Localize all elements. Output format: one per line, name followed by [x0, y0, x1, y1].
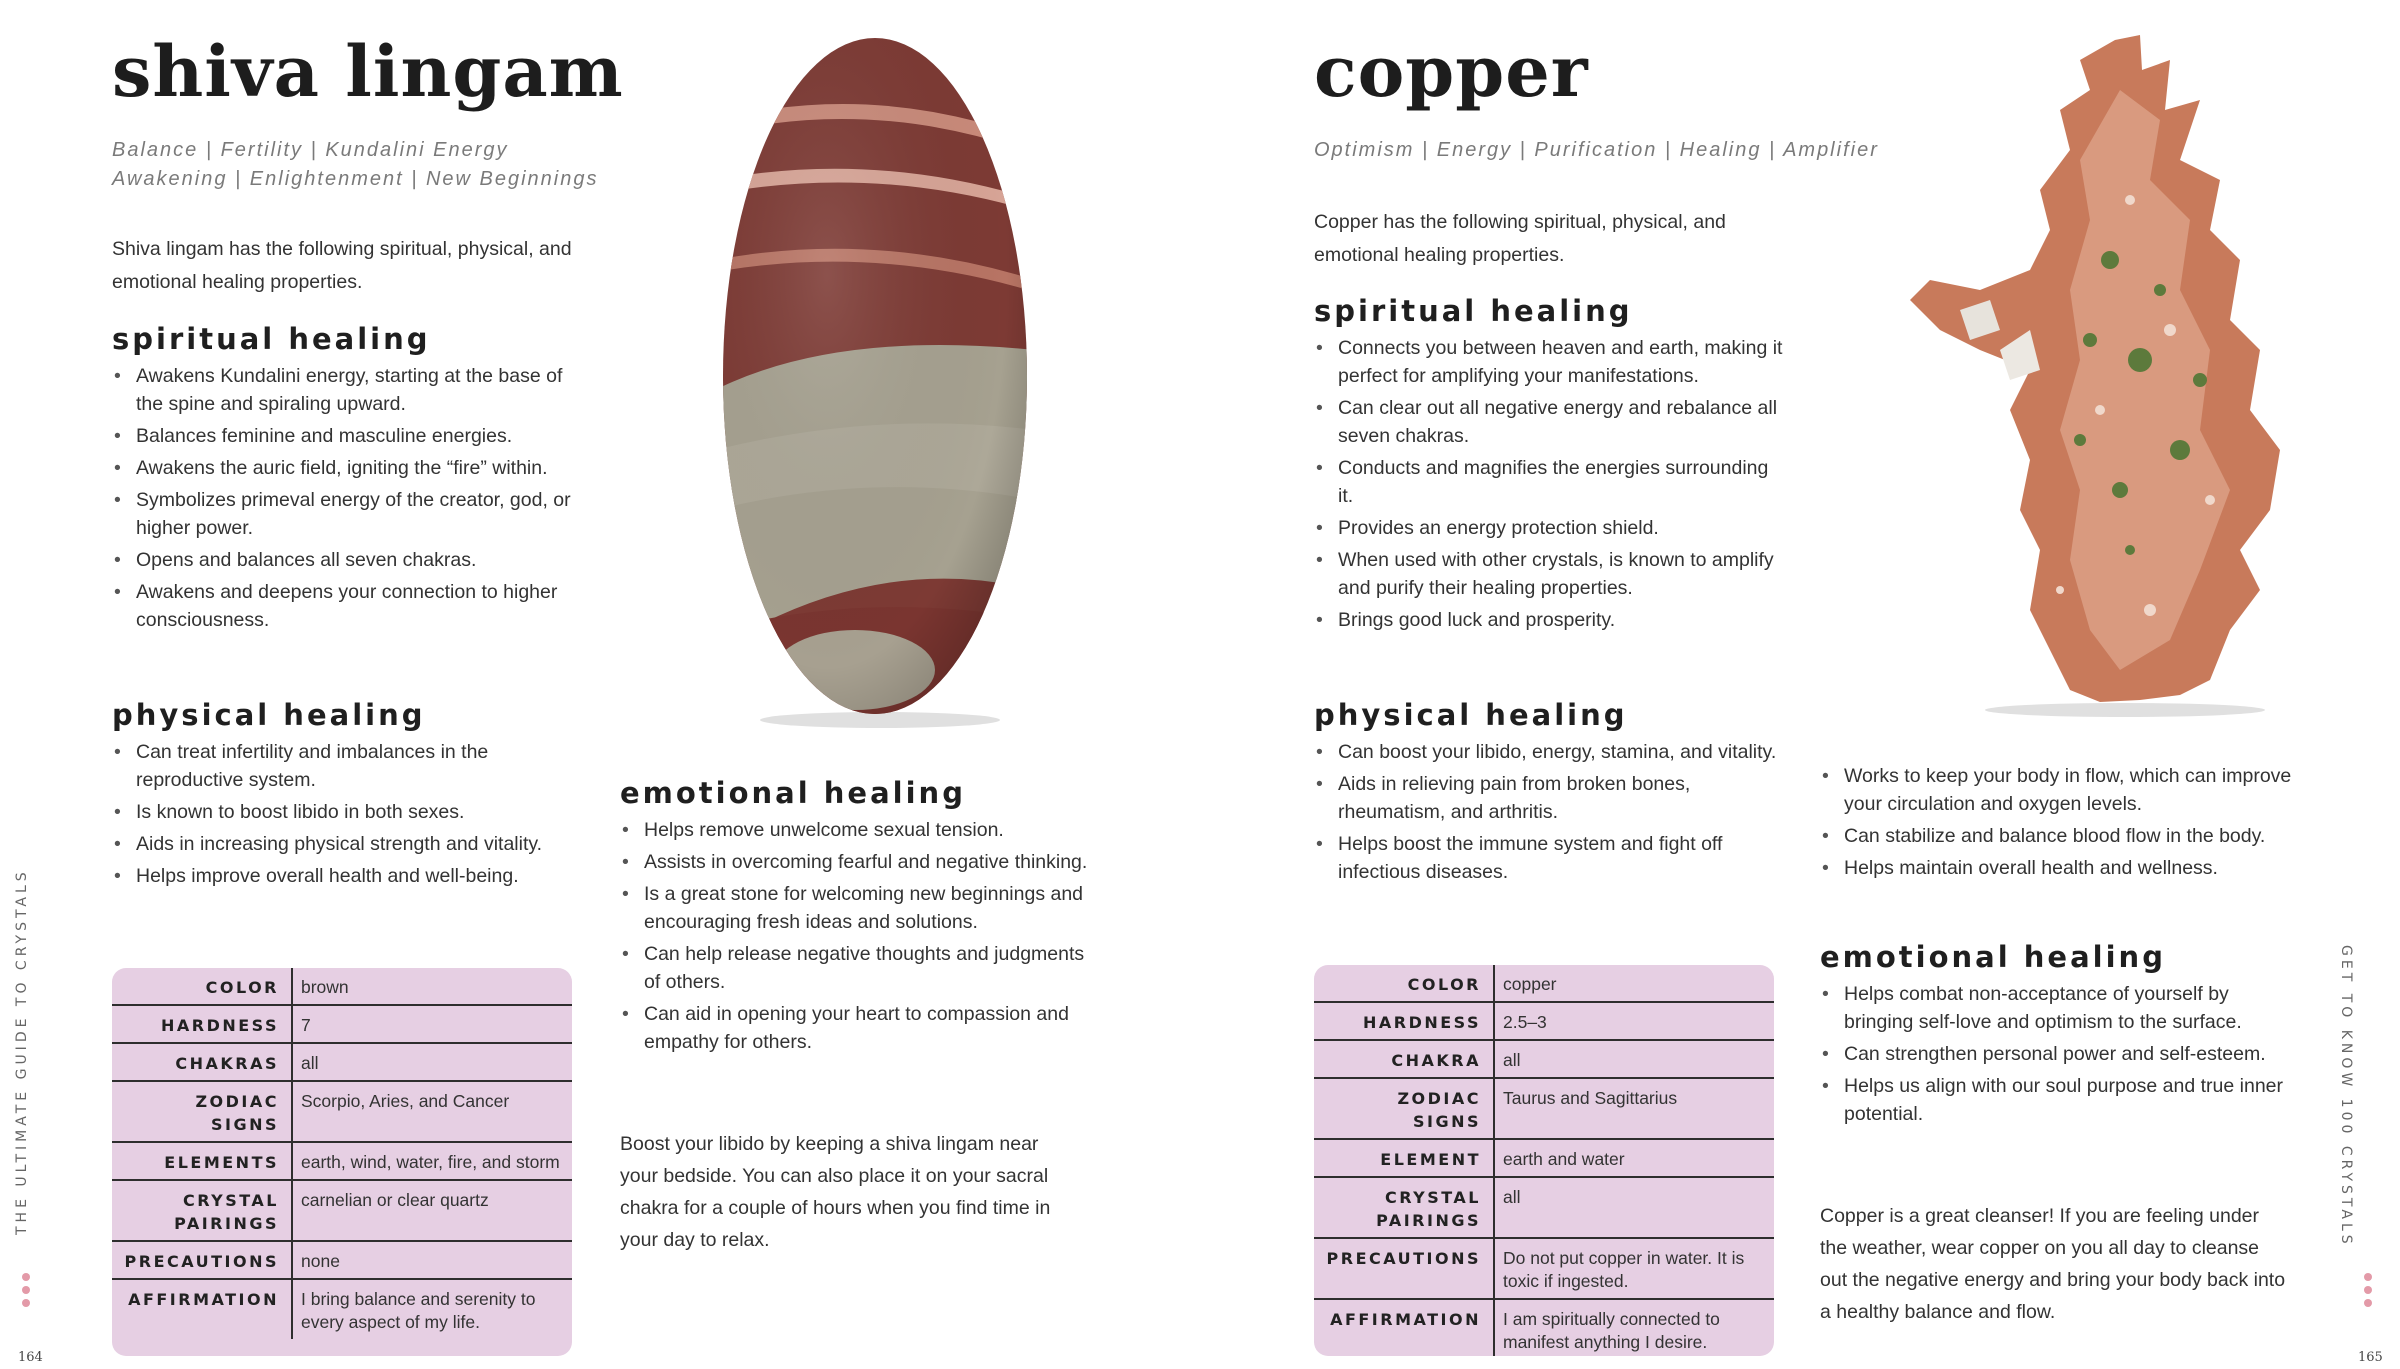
property-value: all: [1494, 1040, 1774, 1078]
left-intro: Shiva lingam has the following spiritual, physical, and emotional healing properties.: [112, 238, 572, 293]
right-tagline: Optimism | Energy | Purification | Healing | Amplifier: [1314, 139, 1879, 161]
property-key: ELEMENTS: [112, 1142, 292, 1180]
left-tagline-line1: Balance | Fertility | Kundalini Energy: [112, 139, 509, 161]
bullet-item: • Can aid in opening your heart to compassion and empathy for others.: [620, 1000, 1090, 1056]
copper-image: [1880, 30, 2350, 720]
bullet-item: • Can stabilize and balance blood flow in the body.: [1820, 822, 2300, 850]
property-row: [1314, 1002, 1774, 1040]
left-dots: [22, 1268, 30, 1312]
bullet-item: • Connects you between heaven and earth, making it perfect for amplifying your manifestations.: [1314, 334, 1784, 390]
copper-nugget-icon: [1880, 30, 2350, 720]
property-key: HARDNESS: [1314, 1002, 1494, 1040]
right-emotional-list: [1820, 980, 2300, 1128]
property-row: [112, 1005, 572, 1043]
right-tip: Copper is a great cleanser! If you are feeling under the weather, wear copper on you all day to cleanse out the negative energy and bring your body back into a healthy balance and flow.: [1820, 1205, 2286, 1323]
property-key: PRECAUTIONS: [112, 1241, 292, 1279]
bullet-item: • Awakens the auric field, igniting the “fire” within.: [112, 454, 590, 482]
right-dots: [2364, 1268, 2372, 1312]
property-value: all: [1494, 1177, 1774, 1238]
bullet-item: • Is a great stone for welcoming new beginnings and encouraging fresh ideas and solutions.: [620, 880, 1090, 936]
bullet-item: • Assists in overcoming fearful and negative thinking.: [620, 848, 1090, 876]
shiva-lingam-stone-icon: [715, 30, 1035, 730]
property-key: CHAKRAS: [112, 1043, 292, 1081]
property-key: ZODIAC SIGNS: [112, 1081, 292, 1142]
left-tip: Boost your libido by keeping a shiva lingam near your bedside. You can also place it on your sacral chakra for a couple of hours when you find time in your day to relax.: [620, 1133, 1051, 1251]
bullet-item: • Provides an energy protection shield.: [1314, 514, 1784, 542]
property-key: COLOR: [1314, 965, 1494, 1002]
property-row: [1314, 1177, 1774, 1238]
property-row: [112, 1180, 572, 1241]
property-value: earth and water: [1494, 1139, 1774, 1177]
right-properties-table: [1314, 965, 1774, 1356]
right-page-number: 165: [2358, 1350, 2383, 1365]
property-value: Scorpio, Aries, and Cancer: [292, 1081, 572, 1142]
bullet-item: • Helps improve overall health and well-being.: [112, 862, 590, 890]
property-row: [1314, 1299, 1774, 1356]
left-title: shiva lingam: [112, 30, 624, 113]
right-emotional-heading: emotional healing: [1820, 940, 2166, 974]
property-value: Taurus and Sagittarius: [1494, 1078, 1774, 1139]
right-title: copper: [1314, 30, 1589, 113]
bullet-item: • Symbolizes primeval energy of the creator, god, or higher power.: [112, 486, 590, 542]
bullet-item: • Can boost your libido, energy, stamina, and vitality.: [1314, 738, 1784, 766]
property-key: CHAKRA: [1314, 1040, 1494, 1078]
bullet-item: • Brings good luck and prosperity.: [1314, 606, 1784, 634]
left-properties-table: [112, 968, 572, 1356]
property-key: ZODIAC SIGNS: [1314, 1078, 1494, 1139]
property-row: [112, 968, 572, 1005]
property-value: earth, wind, water, fire, and storm: [292, 1142, 572, 1180]
bullet-item: • Can clear out all negative energy and rebalance all seven chakras.: [1314, 394, 1784, 450]
property-key: COLOR: [112, 968, 292, 1005]
right-spiritual-section: [1314, 294, 1784, 638]
property-key: AFFIRMATION: [112, 1279, 292, 1339]
property-key: HARDNESS: [112, 1005, 292, 1043]
property-value: I am spiritually connected to manifest anything I desire.: [1503, 1309, 1720, 1352]
bullet-item: • Helps boost the immune system and fight off infectious diseases.: [1314, 830, 1784, 886]
bullet-item: • Helps combat non-acceptance of yourself by bringing self-love and optimism to the surface.: [1820, 980, 2300, 1036]
shiva-lingam-image: [715, 30, 1035, 730]
bullet-item: • Helps us align with our soul purpose and true inner potential.: [1820, 1072, 2300, 1128]
left-spiritual-heading: spiritual healing: [112, 322, 431, 356]
property-row: [112, 1142, 572, 1180]
left-spiritual-list: [112, 362, 590, 634]
bullet-item: • Can strengthen personal power and self-esteem.: [1820, 1040, 2300, 1068]
property-key: AFFIRMATION: [1314, 1299, 1494, 1356]
bullet-item: • Opens and balances all seven chakras.: [112, 546, 590, 574]
bullet-item: • Awakens Kundalini energy, starting at the base of the spine and spiraling upward.: [112, 362, 590, 418]
bullet-item: • Conducts and magnifies the energies surrounding it.: [1314, 454, 1784, 510]
property-row: [1314, 1238, 1774, 1299]
right-physical-continued: [1820, 762, 2300, 886]
property-value: all: [292, 1043, 572, 1081]
bullet-item: • When used with other crystals, is known to amplify and purify their healing properties.: [1314, 546, 1784, 602]
property-value: Do not put copper in water. It is toxic if ingested.: [1494, 1238, 1774, 1299]
property-row: [1314, 1078, 1774, 1139]
left-running-head: THE ULTIMATE GUIDE TO CRYSTALS: [14, 868, 30, 1235]
bullet-item: • Helps remove unwelcome sexual tension.: [620, 816, 1090, 844]
right-spiritual-list: [1314, 334, 1784, 634]
bullet-item: • Aids in increasing physical strength and vitality.: [112, 830, 590, 858]
bullet-item: • Is known to boost libido in both sexes.: [112, 798, 590, 826]
property-value: 2.5–3: [1494, 1002, 1774, 1040]
property-row: [1314, 1139, 1774, 1177]
left-physical-list: [112, 738, 590, 890]
property-value: copper: [1494, 965, 1774, 1002]
left-emotional-list: [620, 816, 1090, 1056]
property-row: [112, 1279, 572, 1339]
left-emotional-heading: emotional healing: [620, 776, 966, 810]
property-row: [112, 1043, 572, 1081]
right-physical-heading: physical healing: [1314, 698, 1628, 732]
property-value: none: [292, 1241, 572, 1279]
property-value: carnelian or clear quartz: [292, 1180, 572, 1241]
property-value: brown: [292, 968, 572, 1005]
bullet-item: • Can treat infertility and imbalances in the reproductive system.: [112, 738, 590, 794]
left-physical-section: [112, 698, 590, 894]
bullet-item: • Awakens and deepens your connection to higher consciousness.: [112, 578, 590, 634]
left-tagline: [112, 136, 599, 194]
right-physical-list: [1314, 738, 1784, 886]
bullet-item: • Works to keep your body in flow, which can improve your circulation and oxygen levels.: [1820, 762, 2300, 818]
property-key: PRECAUTIONS: [1314, 1238, 1494, 1299]
property-row: [1314, 965, 1774, 1002]
bullet-item: • Aids in relieving pain from broken bones, rheumatism, and arthritis.: [1314, 770, 1784, 826]
left-tagline-line2: Awakening | Enlightenment | New Beginnings: [112, 168, 599, 190]
property-key: CRYSTAL PAIRINGS: [1314, 1177, 1494, 1238]
property-row: [1314, 1040, 1774, 1078]
property-value: I bring balance and serenity to every aspect of my life.: [301, 1289, 536, 1332]
left-physical-heading: physical healing: [112, 698, 426, 732]
right-running-head: GET TO KNOW 100 CRYSTALS: [2338, 945, 2354, 1248]
right-physical-list-continued: [1820, 762, 2300, 882]
bullet-item: • Balances feminine and masculine energies.: [112, 422, 590, 450]
bullet-item: • Can help release negative thoughts and judgments of others.: [620, 940, 1090, 996]
bullet-item: • Helps maintain overall health and wellness.: [1820, 854, 2300, 882]
property-key: ELEMENT: [1314, 1139, 1494, 1177]
right-emotional-section: [1820, 940, 2300, 1132]
property-row: [112, 1081, 572, 1142]
property-key: CRYSTAL PAIRINGS: [112, 1180, 292, 1241]
left-spiritual-section: [112, 322, 590, 638]
right-spiritual-heading: spiritual healing: [1314, 294, 1633, 328]
property-row: [112, 1241, 572, 1279]
left-emotional-section: [620, 776, 1090, 1060]
right-intro: Copper has the following spiritual, physical, and emotional healing properties.: [1314, 211, 1726, 266]
property-value: 7: [292, 1005, 572, 1043]
left-page-number: 164: [18, 1350, 43, 1365]
right-physical-section: [1314, 698, 1784, 890]
